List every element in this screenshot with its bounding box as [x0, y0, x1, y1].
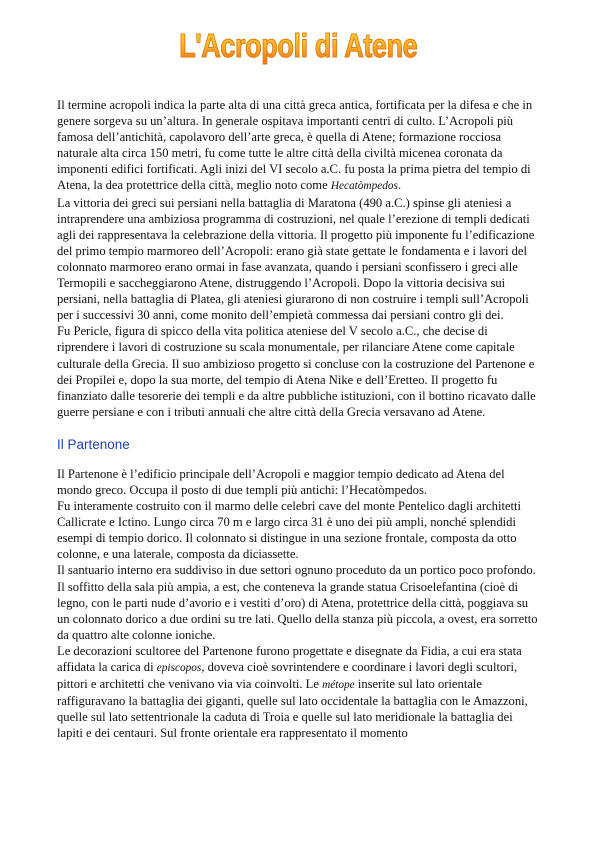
- intro-paragraph-1: [57, 97, 539, 195]
- page-title: L'Acropoli di Atene: [178, 27, 418, 64]
- section-paragraph-1: Il Partenone è l’edificio principale dell’Acropoli e maggior tempio dedicato ad Atena del mondo greco. Occupa il posto di due templi più antichi: l’Hecatòmpedos.: [57, 466, 505, 497]
- section-paragraph-4-text-b: , doveva cioè sovrintendere e coordinare i lavori degli scultori, pittori e architetti che venivano via via coinvolti. Le: [57, 660, 518, 692]
- document-body: [57, 97, 539, 741]
- section-paragraph-4-text-c: inserite sul lato orientale raffiguravano la battaglia dei giganti, quelle sul lato occidentale la battaglia con le Amazzoni, quelle sul lato settentrionale la caduta di Troia e quelle sul lato meridionale la battaglia dei lapiti e dei centauri. Sul fronte orientale era rappresentato il momento: [57, 677, 528, 741]
- intro-paragraph-1-emphasis: Hecatòmpedos: [330, 180, 398, 193]
- section-paragraph-2: Fu interamente costruito con il marmo delle celebri cave del monte Pentelico dagli architetti Callicrate e Ictino. Lungo circa 70 m e largo circa 31 è uno dei più ampli, nonché splendidi esempi di tempio dorico. Il colonnato si distingue in una sezione frontale, composta da otto colonne, e una laterale, composta da diciassette.: [57, 499, 522, 562]
- intro-paragraph-1-text: Il termine acropoli indica la parte alta di una città greca antica, fortificata per la difesa e che in genere sorgeva su un’altura. In generale ospitava importanti centri di culto. L’Acropoli più famosa dell’antichità, capolavoro dell’arte greca, è quella di Atene; formazione rocciosa naturale alta circa 150 metri, fu come tutte le altre città della civiltà micenea coronata da imponenti edifici fortificati. Agli inizi del VI secolo a.C. fu posta la prima pietra del tempio di Atena, la dea protettrice della città, meglio noto come: [57, 98, 533, 193]
- intro-paragraph-3: Fu Pericle, figura di spicco della vita politica ateniese del V secolo a.C., che decise di riprendere i lavori di costruzione su scala monumentale, per rilanciare Atene come capitale culturale della Grecia. Il suo ambizioso progetto si concluse con la costruzione del Partenone e dei Propilei e, dopo la sua morte, del tempio di Atena Nike e dell’Eretteo. Il progetto fu finanziato dalle tesorerie dei templi e da altre pubbliche istituzioni, con il bottino ricavato dalle guerre persiane e con i tributi annuali che altre città della Grecia versavano ad Atene.: [57, 324, 536, 419]
- section-paragraph-3: Il santuario interno era suddiviso in due settori ognuno proceduto da un portico poco profondo. Il soffitto della sala più ampia, a est, che conteneva la grande statua Crisoelefantina (cioè di legno, con le parti nude d’avorio e i vestiti d’oro) di Atena, protettrice della città, poggiava su un colonnato dorico a due ordini su tre lati. Quello della stanza più piccola, a ovest, era sorretto da quattro alte colonne ioniche.: [57, 563, 538, 642]
- section-paragraph-4-emphasis-2: métope: [322, 679, 355, 692]
- title-container: [0, 26, 596, 66]
- section-paragraph-4-emphasis-1: episcopos: [156, 662, 202, 674]
- section-heading: Il Partenone: [57, 436, 130, 452]
- section-paragraph-4-text-a: Le decorazioni scultoree del Partenone furono progettate e disegnate da Fidia, a cui era stata affidata la carica di: [57, 643, 522, 674]
- intro-paragraph-2: La vittoria dei greci sui persiani nella battaglia di Maratona (490 a.C.) spinse gli ateniesi a intraprendere una ambiziosa programma di costruzioni, nel quale l’erezione di templi dedicati agli dei rappresentava la celebrazione della vittoria. Il progetto più imponente fu l’edificazione del primo tempio marmoreo dell’Acropoli: erano già state gettate le fondamenta e i lavori del colonnato marmoreo erano ormai in fase avanzata, quando i persiani sconfissero i greci alle Termopili e saccheggiarono Atene, distruggendo l’Acropoli. Dopo la vittoria decisiva sui persiani, nella battaglia di Platea, gli ateniesi giurarono di non costruire i templi sull’Acropoli per i successivi 30 anni, come monito dell’empietà commessa dai persiani contro gli dei.: [57, 195, 535, 323]
- section-paragraph-4: [57, 643, 539, 742]
- intro-paragraph-1-end: .: [397, 178, 402, 193]
